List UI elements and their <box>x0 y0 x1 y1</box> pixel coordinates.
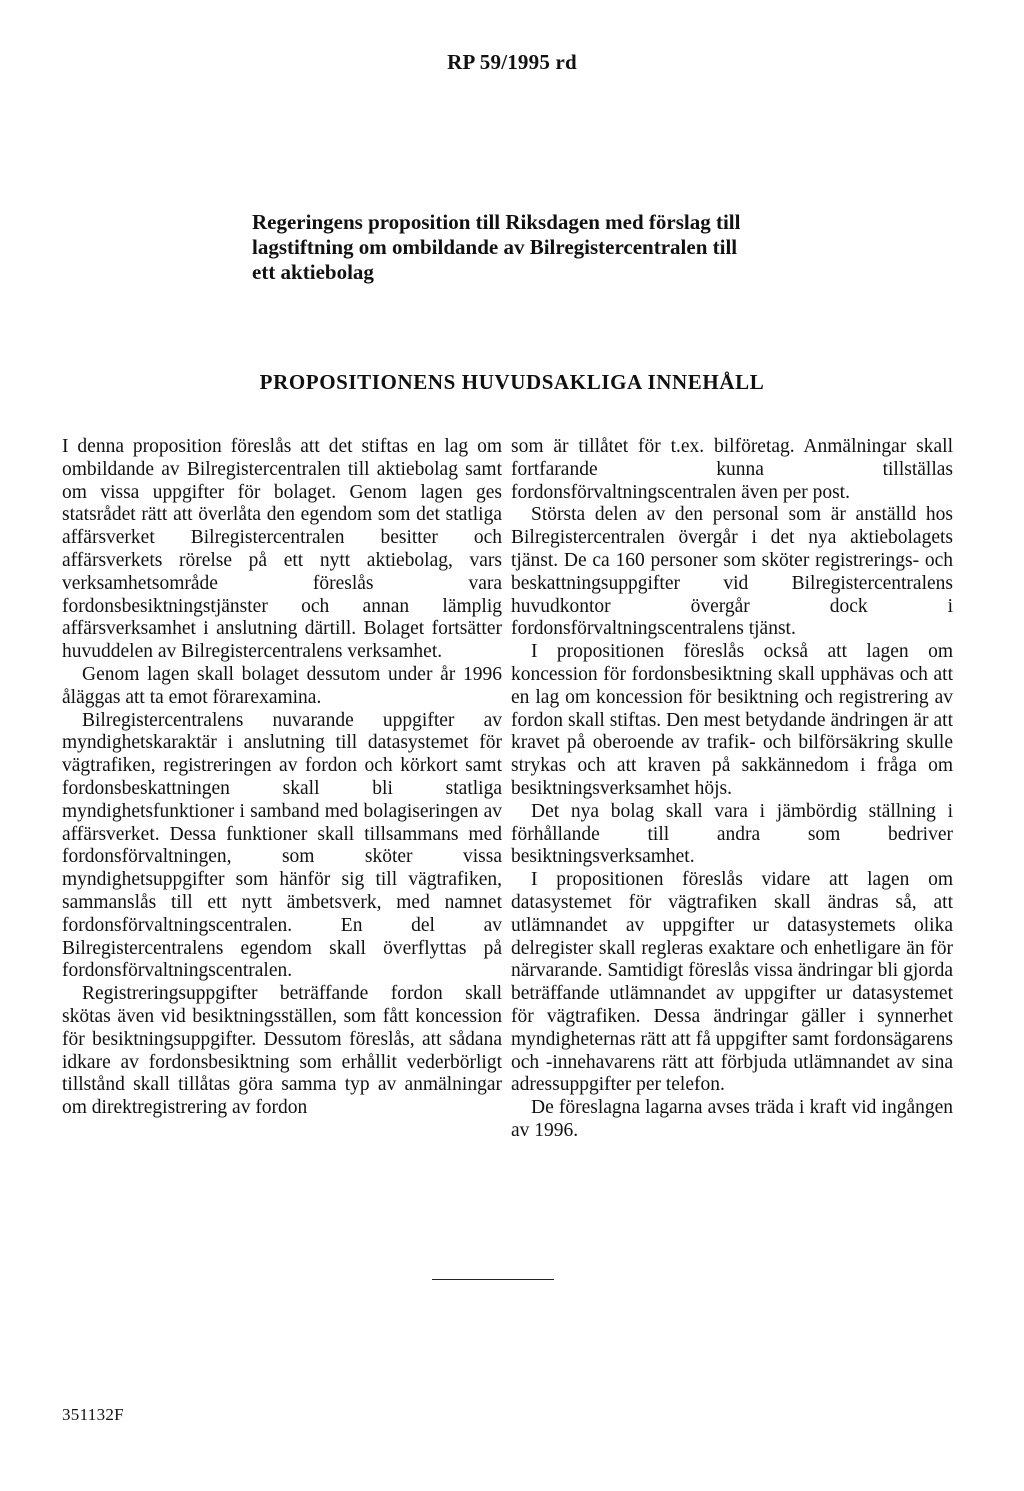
paragraph: Genom lagen skall bolaget dessutom under år 1996 åläggas att ta emot förarexamina. <box>62 663 502 708</box>
paragraph: I propositionen föreslås också att lagen om koncession för fordonsbesiktning skall upphävas och att en lag om koncession för besiktning och registrering av fordon skall stiftas. Den mest betydande ändringen är att kravet på oberoende av trafik- och bilförsäkring skulle strykas och att kraven på sakkännedom i fråga om besiktningsverksamhet höjs. <box>511 641 953 799</box>
section-heading: PROPOSITIONENS HUVUDSAKLIGA INNEHÅLL <box>259 370 765 394</box>
paragraph: I denna proposition föreslås att det stiftas en lag om ombildande av Bilregistercentralen till aktiebolag samt om vissa uppgifter för bolaget. Genom lagen ges statsrådet rätt att överlåta den egendom som det statliga affärsverket Bilregistercentralen besitter och affärsverkets rörelse på ett nytt aktiebolag, vars verksamhetsområde föreslås vara fordonsbesiktningstjänster och annan lämplig affärsverksamhet i anslutning därtill. Bolaget fortsätter huvuddelen av Bilregistercentralens verksamhet. <box>62 436 502 663</box>
paragraph: I propositionen föreslås vidare att lagen om datasystemet för vägtrafiken skall ändras så, att utlämnandet av uppgifter ur datasystemets olika delregister skall regleras exaktare och enhetligare än för närvarande. Samtidigt föreslås vissa ändringar bli gjorda beträffande utlämnandet av uppgifter ur datasystemet för vägtrafiken. Dessa ändringar gäller i synnerhet myndigheternas rätt att få uppgifter samt fordonsägarens och -innehavarens rätt att förbjuda utlämnandet av sina adressuppgifter per telefon. <box>511 869 953 1096</box>
document-code: 351132F <box>62 1405 124 1424</box>
paragraph: Registreringsuppgifter beträffande fordon skall skötas även vid besiktningsställen, som fått koncession för besiktningsuppgifter. Dessutom föreslås, att sådana idkare av fordonsbesiktning som erhållit vederbörligt tillstånd skall tillåtas göra samma typ av anmälningar om direktregistrering av fordon <box>62 983 502 1119</box>
left-column <box>62 436 502 1120</box>
paragraph: Det nya bolag skall vara i jämbördig ställning i förhållande till andra som bedriver besiktningsverksamhet. <box>511 800 953 868</box>
end-rule-divider <box>432 1279 554 1280</box>
paragraph: De föreslagna lagarna avses träda i kraft vid ingången av 1996. <box>511 1097 953 1141</box>
paragraph: som är tillåtet för t.ex. bilföretag. Anmälningar skall fortfarande kunna tillställas fordonsförvaltningscentralen även per post. <box>511 436 953 503</box>
right-column <box>511 436 953 1143</box>
paragraph: Bilregistercentralens nuvarande uppgifter av myndighetskaraktär i anslutning till datasystemet för vägtrafiken, registreringen av fordon och körkort samt fordonsbeskattningen skall bli statliga myndighetsfunktioner i samband med bolagiseringen av affärsverket. Dessa funktioner skall tillsammans med fordonsförvaltningen, som sköter vissa myndighetsuppgifter som hänför sig till vägtrafiken, sammanslås till ett nytt ämbetsverk, med namnet fordonsförvaltningscentralen. En del av Bilregistercentralens egendom skall överflyttas på fordonsförvaltningscentralen. <box>62 709 502 982</box>
paragraph: Största delen av den personal som är anställd hos Bilregistercentralen övergår i det nya aktiebolagets tjänst. De ca 160 personer som sköter registrerings- och beskattningsuppgifter vid Bilregistercentralens huvudkontor övergår dock i fordonsförvaltningscentralens tjänst. <box>511 504 953 640</box>
document-title: Regeringens proposition till Riksdagen med förslag till lagstiftning om ombildande av Bilregistercentralen till ett aktiebolag <box>252 210 741 284</box>
running-header: RP 59/1995 rd <box>447 50 577 74</box>
